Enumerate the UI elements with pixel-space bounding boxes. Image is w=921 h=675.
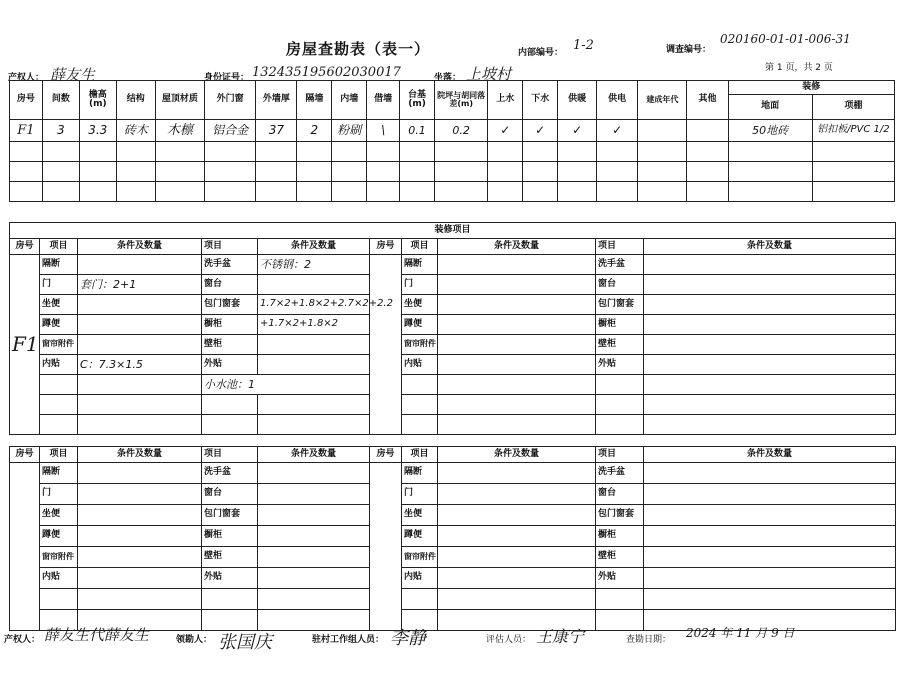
hdr-partition: 隔墙 (297, 81, 332, 120)
cell-floor: 50地砖 (728, 120, 812, 142)
deco-item: 洗手盆 (596, 255, 644, 275)
footer-appraiser-label: 评估人员： (486, 635, 532, 645)
deco-item: 包门窗套 (202, 505, 258, 526)
hdr-height: 檐高(m) (79, 81, 116, 120)
deco-hdr-cond-a: 条件及数量 (78, 447, 202, 463)
deco-item: 坐便 (40, 505, 78, 526)
form-title: 房屋查勘表（表一） (286, 40, 431, 58)
deco-hdr-cond-d: 条件及数量 (644, 447, 896, 463)
deco-item: 门 (40, 484, 78, 505)
id-label: 身份证号： (204, 73, 250, 83)
cell-windows: 铝合金 (205, 120, 256, 142)
cell-ceiling: 铝扣板/PVC 1/2 (812, 120, 894, 142)
deco-item: 包门窗套 (202, 295, 258, 315)
deco-hdr-item-c: 项目 (402, 447, 438, 463)
deco-item: 洗手盆 (202, 255, 258, 275)
deco-item: 隔断 (40, 255, 78, 275)
deco-item: 隔断 (40, 463, 78, 484)
hdr-floor: 地面 (728, 95, 812, 120)
deco-item: 坐便 (402, 505, 438, 526)
location-value: 上坡村 (466, 65, 512, 83)
cell-borrow: \ (367, 120, 400, 142)
owner-label: 产权人： (8, 73, 45, 83)
deco-table-upper (9, 222, 896, 435)
cell-roof: 木檩 (155, 120, 204, 142)
deco-item: 内贴 (40, 568, 78, 589)
location-label: 坐落： (434, 73, 462, 83)
hdr-water-in: 上水 (488, 81, 523, 120)
internal-no-label: 内部编号： (518, 48, 564, 58)
cell-year (638, 120, 687, 142)
cell-partition: 2 (297, 120, 332, 142)
deco-item: 内贴 (402, 355, 438, 375)
cell-water-out: ✓ (523, 120, 558, 142)
footer-guide-sign: 张国庆 (218, 632, 272, 653)
deco-hdr-room-c: 房号 (370, 447, 402, 463)
hdr-other: 其他 (687, 81, 728, 120)
deco-item: 窗台 (202, 275, 258, 295)
footer-guide-label: 领勘人： (176, 635, 213, 645)
deco-item: 窗帘附件 (40, 547, 78, 568)
cell-wall: 37 (256, 120, 297, 142)
deco-hdr-item-a: 项目 (40, 447, 78, 463)
footer-appraiser-sign: 王康宁 (536, 627, 585, 646)
cell-power: ✓ (597, 120, 638, 142)
deco-item: 坐便 (40, 295, 78, 315)
hdr-decoration: 装修 (728, 81, 894, 95)
internal-no-value: 1-2 (573, 38, 594, 53)
footer-village-sign: 李静 (390, 628, 426, 649)
footer-village-label: 驻村工作组人员： (312, 635, 385, 645)
deco-item: 外贴 (596, 568, 644, 589)
hdr-year: 建成年代 (638, 81, 687, 120)
deco-item: 窗台 (202, 484, 258, 505)
deco-basin-value: 不锈钢：2 (258, 255, 370, 275)
deco-hdr-item-d: 项目 (596, 239, 644, 255)
deco-item: 门 (402, 275, 438, 295)
deco-item: 蹲便 (40, 526, 78, 547)
footer-owner-sign: 薛友生代薛友生 (44, 626, 150, 644)
deco-frame-value: 1.7×2+1.8×2+2.7×2+2.2 (258, 295, 370, 315)
main-survey-table (9, 80, 895, 202)
hdr-windows: 外门窗 (205, 81, 256, 120)
survey-no-value: 020160-01-01-006-31 (720, 32, 851, 46)
deco-item: 隔断 (402, 463, 438, 484)
hdr-water-out: 下水 (523, 81, 558, 120)
deco-item: 橱柜 (596, 526, 644, 547)
deco-hdr-cond-c: 条件及数量 (438, 239, 596, 255)
deco-pool-value: 小水池：1 (202, 375, 370, 395)
hdr-base: 台基(m) (400, 81, 435, 120)
cell-inner-wall: 粉刷 (332, 120, 367, 142)
deco-hdr-cond-d: 条件及数量 (644, 239, 896, 255)
deco-item: 窗台 (596, 484, 644, 505)
deco-section-title: 装修项目 (10, 223, 896, 239)
deco-item: 橱柜 (202, 526, 258, 547)
cell-drop: 0.2 (434, 120, 487, 142)
deco-item: 橱柜 (596, 315, 644, 335)
deco-item: 外贴 (202, 355, 258, 375)
deco-item: 包门窗套 (596, 505, 644, 526)
hdr-wall: 外墙厚 (256, 81, 297, 120)
table-row (10, 120, 895, 142)
deco-item: 壁柜 (596, 547, 644, 568)
hdr-power: 供电 (597, 81, 638, 120)
survey-no-label: 调查编号： (666, 45, 712, 55)
hdr-heating: 供暖 (558, 81, 597, 120)
deco-item: 橱柜 (202, 315, 258, 335)
page-info: 第 1 页，共 2 页 (765, 63, 833, 73)
hdr-room: 房号 (10, 81, 43, 120)
deco-item: 包门窗套 (596, 295, 644, 315)
cell-other (687, 120, 728, 142)
footer-owner-label: 产权人： (4, 635, 41, 645)
deco-hdr-cond-c: 条件及数量 (438, 447, 596, 463)
deco-hdr-item-a: 项目 (40, 239, 78, 255)
deco-table-lower (9, 446, 896, 631)
deco-hdr-cond-b: 条件及数量 (258, 447, 370, 463)
deco-frame2-value: +1.7×2+1.8×2 (258, 315, 370, 335)
hdr-roof: 屋顶材质 (155, 81, 204, 120)
deco-item: 窗帘附件 (402, 335, 438, 355)
deco-hdr-room-a: 房号 (10, 239, 40, 255)
deco-room-value: F1 (10, 255, 40, 435)
cell-heating: ✓ (558, 120, 597, 142)
deco-hdr-room-a: 房号 (10, 447, 40, 463)
owner-value: 薛友生 (50, 66, 96, 84)
hdr-inner-wall: 内墙 (332, 81, 367, 120)
deco-item: 壁柜 (596, 335, 644, 355)
hdr-borrow: 借墙 (367, 81, 400, 120)
deco-item: 窗帘附件 (402, 547, 438, 568)
deco-hdr-room-c: 房号 (370, 239, 402, 255)
footer-date-label: 查勘日期： (626, 635, 672, 645)
cell-structure: 砖木 (116, 120, 155, 142)
cell-water-in: ✓ (488, 120, 523, 142)
id-value: 132435195602030017 (252, 65, 401, 80)
deco-hdr-cond-a: 条件及数量 (78, 239, 202, 255)
hdr-ceiling: 项棚 (812, 95, 894, 120)
deco-item: 蹲便 (402, 526, 438, 547)
deco-item: 内贴 (40, 355, 78, 375)
deco-hdr-item-b: 项目 (202, 239, 258, 255)
deco-item: 门 (40, 275, 78, 295)
deco-item: 壁柜 (202, 335, 258, 355)
deco-hdr-cond-b: 条件及数量 (258, 239, 370, 255)
deco-item: 洗手盆 (596, 463, 644, 484)
hdr-count: 间数 (42, 81, 79, 120)
deco-item: 外贴 (202, 568, 258, 589)
footer-date-value: 2024 年 11 月 9 日 (686, 626, 795, 640)
deco-item: 壁柜 (202, 547, 258, 568)
hdr-drop: 院坪与胡同落差(m) (434, 81, 487, 120)
cell-count: 3 (42, 120, 79, 142)
cell-base: 0.1 (400, 120, 435, 142)
cell-room: F1 (10, 120, 43, 142)
deco-item: 蹲便 (402, 315, 438, 335)
deco-hdr-item-c: 项目 (402, 239, 438, 255)
deco-item: 洗手盆 (202, 463, 258, 484)
deco-item: 坐便 (402, 295, 438, 315)
deco-hdr-item-b: 项目 (202, 447, 258, 463)
hdr-structure: 结构 (116, 81, 155, 120)
deco-door-value: 套门：2+1 (78, 275, 202, 295)
deco-item: 门 (402, 484, 438, 505)
deco-hdr-item-d: 项目 (596, 447, 644, 463)
deco-item: 内贴 (402, 568, 438, 589)
cell-height: 3.3 (79, 120, 116, 142)
deco-item: 窗台 (596, 275, 644, 295)
deco-item: 窗帘附件 (40, 335, 78, 355)
deco-item: 隔断 (402, 255, 438, 275)
deco-inner-tile-value: C：7.3×1.5 (78, 355, 202, 375)
deco-item: 蹲便 (40, 315, 78, 335)
deco-item: 外贴 (596, 355, 644, 375)
